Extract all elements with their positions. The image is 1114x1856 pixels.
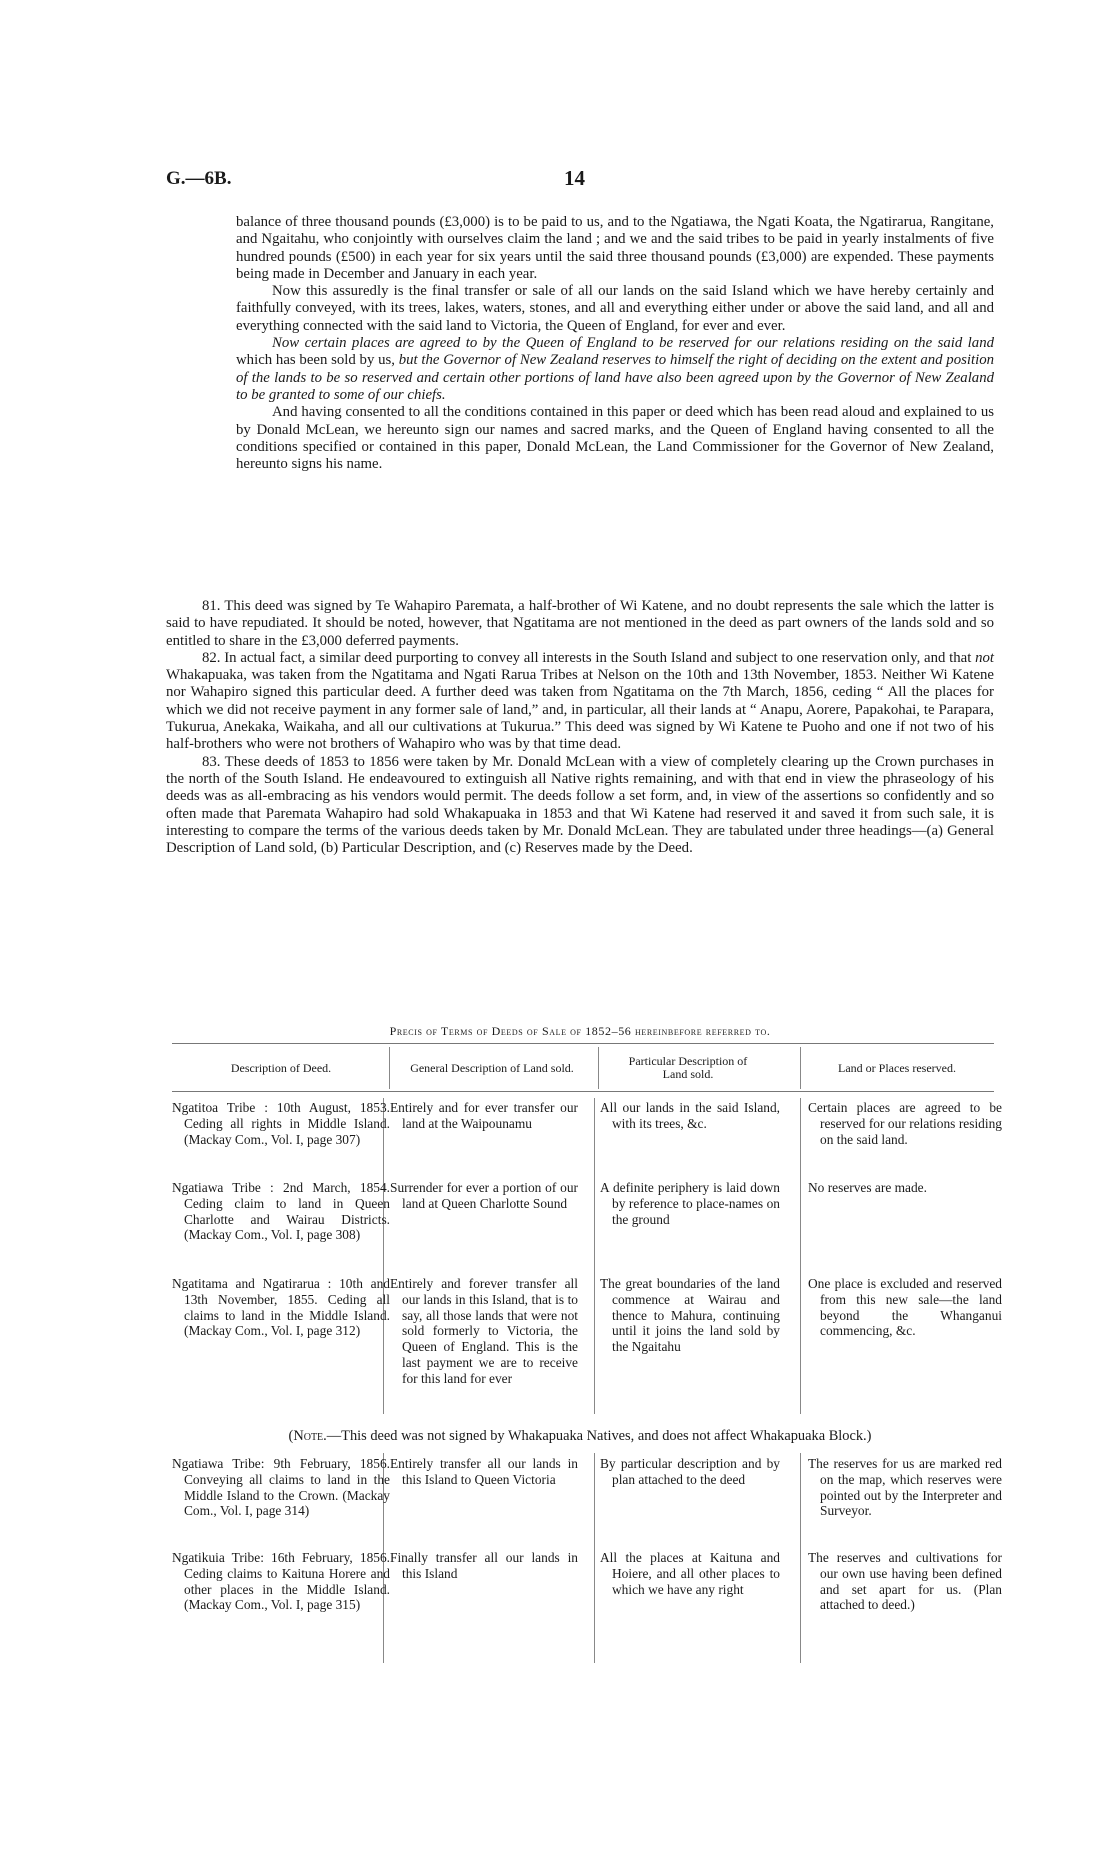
quote-paragraph-3-italic-b: but the Governor of New Zealand reserves to himself the right of deciding on the extent and position of the lands to be so reserved and certain other portions of land have also been agreed upon by the Governor of New Zealand to be granted to some of our chiefs.	[236, 352, 994, 403]
paragraph-83: 83. These deeds of 1853 to 1856 were taken by Mr. Donald McLean with a view of completely clearing up the Crown purchases in the north of the South Island. He endeavoured to extinguish all Native rights remaining, and with that end in view the phraseology of his deeds was as all-embracing as his vendors would permit. The deeds follow a set form, and, in view of the assertions so confidently and so often made that Paremata Wahapiro had sold Whakapuaka in 1853 and that Wi Katene had reserved it and saved it from such sale, it is interesting to compare the terms of the various deeds taken by Mr. Donald McLean. They are tabulated under three headings—(a) General Description of Land sold, (b) Particular Description, and (c) Reserves made by the Deed.	[166, 753, 994, 857]
cell-reserved: Certain places are agreed to be reserved for our relations residing on the said land.	[808, 1100, 1002, 1147]
quote-paragraph-3-roman: which has been sold by us,	[236, 352, 399, 369]
cell-particular: The great boundaries of the land commence at Wairau and thence to Mahura, continuing until it joins the land sold by the Ngaitahu	[600, 1276, 780, 1355]
deed-quotation	[236, 214, 994, 473]
table-row	[172, 1180, 994, 1276]
cell-description: Ngatiawa Tribe: 9th February, 1856. Conveying all claims to land in the Middle Island to the Crown. (Mackay Com., Vol. I, page 314)	[172, 1456, 390, 1519]
note-label: Note.	[293, 1428, 327, 1444]
table-body-a	[172, 1100, 1002, 1416]
table-top-rule	[172, 1043, 994, 1044]
cell-description: Ngatikuia Tribe: 16th February, 1856. Ceding claims to Kaituna Horere and other places in the Middle Island. (Mackay Com., Vol. I, page 315)	[172, 1550, 390, 1613]
quote-paragraph-3	[236, 335, 994, 404]
table-header	[172, 1047, 994, 1089]
column-header-general: General Description of Land sold.	[410, 1060, 574, 1075]
table-note: (Note.—This deed was not signed by Whakapuaka Natives, and does not affect Whakapuaka Block.)	[288, 1428, 872, 1444]
page-number: 14	[564, 166, 585, 190]
cell-reserved: The reserves for us are marked red on the map, which reserves were pointed out by the Interpreter and Surveyor.	[808, 1456, 1002, 1519]
cell-description: Ngatitama and Ngatirarua : 10th and 13th November, 1855. Ceding all claims to land in the Middle Island. (Mackay Com., Vol. I, page 312)	[172, 1276, 390, 1339]
quote-paragraph-2: Now this assuredly is the final transfer or sale of all our lands on the said Island which we have hereby certainly and faithfully conveyed, with its trees, lakes, waters, stones, and all and everything either under or above the said land, and all and everything connected with the said land to Victoria, the Queen of England, for ever and ever.	[236, 283, 994, 334]
cell-particular: All the places at Kaituna and Hoiere, and all other places to which we have any right	[600, 1550, 780, 1597]
cell-general: Surrender for ever a portion of our land at Queen Charlotte Sound	[390, 1180, 578, 1211]
cell-particular: All our lands in the said Island, with its trees, &c.	[600, 1100, 780, 1131]
paragraph-82-emphasis: not	[975, 649, 994, 666]
header-divider-3	[800, 1047, 801, 1089]
cell-particular: By particular description and by plan attached to the deed	[600, 1456, 780, 1487]
quote-paragraph-1: balance of three thousand pounds (£3,000) is to be paid to us, and to the Ngatiawa, the Ngati Koata, the Ngatirarua, Rangitane, and Ngaitahu, who conjointly with ourselves claim the land ; and we and the said tribes to be paid in yearly instalments of five hundred pounds (£500) in each year for six years until the said three thousand pounds (£3,000) are expended. These payments being made in December and January in each year.	[236, 214, 994, 282]
note-text: —This deed was not signed by Whakapuaka Natives, and does not affect Whakapuaka Block.	[326, 1428, 867, 1444]
paragraph-81: 81. This deed was signed by Te Wahapiro Paremata, a half-brother of Wi Katene, and no doubt represents the sale which the latter is said to have repudiated. It should be noted, however, that Ngatitama are not mentioned in the deed as part owners of the lands sold and so entitled to share in the £3,000 deferred payments.	[166, 598, 994, 649]
page-header	[166, 168, 966, 192]
cell-reserved: No reserves are made.	[808, 1180, 927, 1195]
cell-general: Entirely transfer all our lands in this Island to Queen Victoria	[390, 1456, 578, 1487]
cell-reserved: The reserves and cultivations for our own use having been defined and set apart for us. (Plan attached to deed.)	[808, 1550, 1002, 1613]
paragraph-82	[166, 650, 994, 754]
table-row	[172, 1550, 1002, 1660]
table-row	[172, 1276, 1002, 1416]
cell-description: Ngatitoa Tribe : 10th August, 1853. Ceding all rights in Middle Island. (Mackay Com., Vol. I, page 307)	[172, 1100, 390, 1147]
cell-reserved: One place is excluded and reserved from this new sale—the land beyond the Whanganui commencing, &c.	[808, 1276, 1002, 1339]
cell-general: Finally transfer all our lands in this Island	[390, 1550, 578, 1581]
cell-description: Ngatiawa Tribe : 2nd March, 1854. Ceding claim to land in Queen Charlotte and Wairau Districts. (Mackay Com., Vol. I, page 308)	[172, 1180, 390, 1243]
table-header-rule	[172, 1091, 994, 1092]
column-header-reserved: Land or Places reserved.	[838, 1060, 956, 1075]
document-code: G.—6B.	[166, 168, 232, 189]
cell-particular: A definite periphery is laid down by reference to place-names on the ground	[600, 1180, 780, 1227]
header-divider-2	[598, 1047, 599, 1089]
column-header-description: Description of Deed.	[230, 1060, 332, 1075]
table-body-b	[172, 1456, 1002, 1660]
table-title: Precis of Terms of Deeds of Sale of 1852–56 hereinbefore referred to.	[389, 1024, 771, 1038]
paragraph-82-part-a: 82. In actual fact, a similar deed purporting to convey all interests in the South Island and subject to one reservation only, and that	[202, 649, 976, 666]
header-divider-1	[389, 1047, 390, 1089]
body-text	[166, 598, 994, 857]
table-row	[172, 1456, 1002, 1550]
cell-general: Entirely and forever transfer all our lands in this Island, that is to say, all those lands that were not sold formerly to Victoria, the Queen of England. This is the last payment we are to receive for this land for ever	[390, 1276, 578, 1386]
paragraph-82-part-b: Whakapuaka, was taken from the Ngatitama and Ngati Rarua Tribes at Nelson on the 10th and 13th November, 1853. Neither Wi Katene nor Wahapiro signed this particular deed. A further deed was taken from Ngatitama on the 7th March, 1856, ceding “ All the places for which we did not receive payment in any former sale of land,” and, in particular, all their lands at “ Anapu, Aorere, Papakohai, te Parapara, Tukurua, Anekaka, Waikaha, and all our cultivations at Tukurua.” This deed was signed by Wi Katene te Puoho and one if not two of his half-brothers who were not brothers of Wahapiro who was by that time dead.	[166, 667, 994, 753]
quote-paragraph-3-italic-a: Now certain places are agreed to by the Queen of England to be reserved for our relations residing on the said land	[272, 335, 994, 352]
quote-paragraph-4: And having consented to all the conditions contained in this paper or deed which has been read aloud and explained to us by Donald McLean, we hereunto sign our names and sacred marks, and the Queen of England having consented to all the conditions specified or contained in this paper, Donald McLean, the Land Commissioner for the Governor of New Zealand, hereunto signs his name.	[236, 404, 994, 473]
cell-general: Entirely and for ever transfer our land at the Waipounamu	[390, 1100, 578, 1131]
table-row	[172, 1100, 1002, 1180]
column-header-particular: Particular Description of Land sold.	[628, 1054, 748, 1081]
